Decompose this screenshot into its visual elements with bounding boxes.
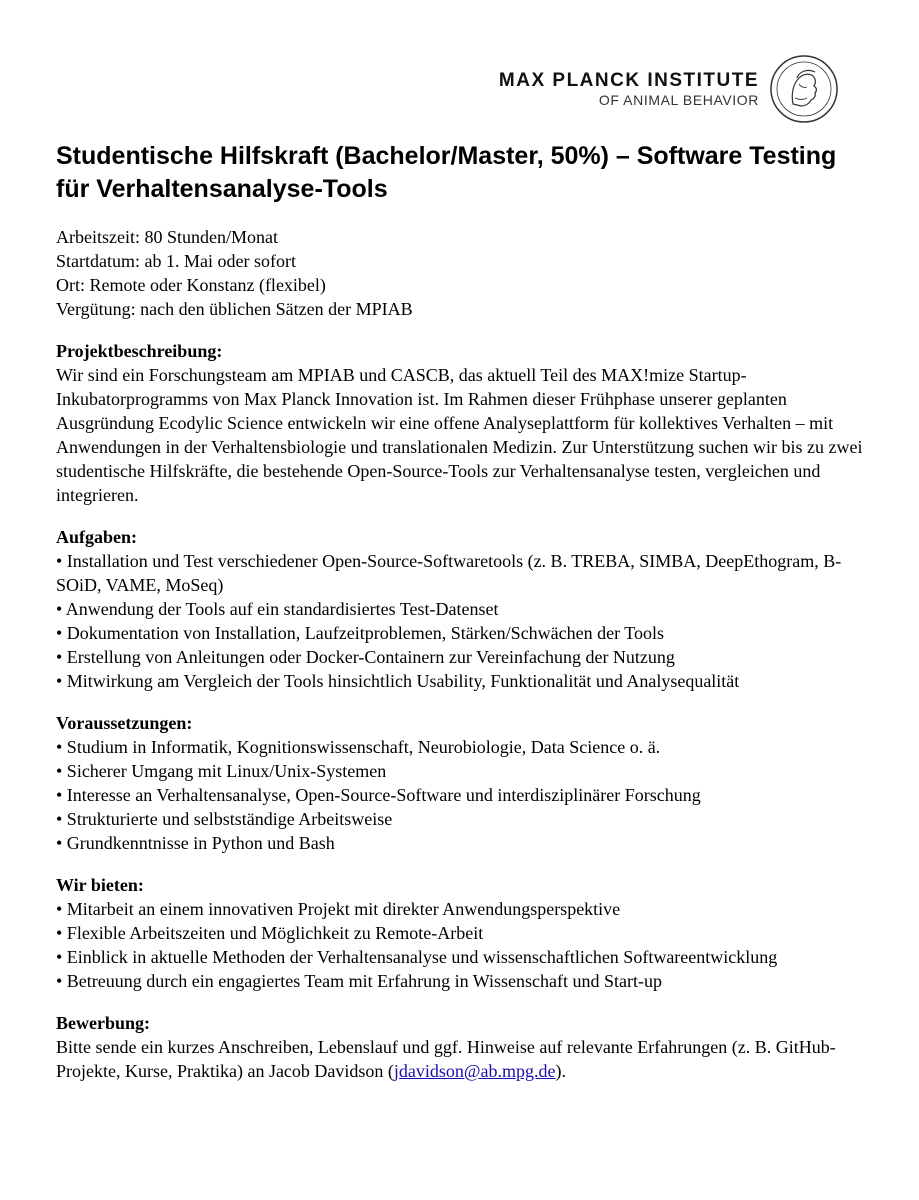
projekt-text: Wir sind ein Forschungsteam am MPIAB und CASCB, das aktuell Teil des MAX!mize Startup-Inkubatorprogramms von Max Planck Innovation ist. Im Rahmen dieser Frühphase unserer geplanten Ausgründung Ecodylic Science entwickeln wir eine offene Analyseplattform für kollektives Verhalten – mit Anwendungen in der Verhaltensbiologie und translationalen Medizin. Zur Unterstützung suchen wir bis zu zwei studentische Hilfskräfte, die bestehende Open-Source-Tools zur Verhaltensanalyse testen, vergleichen und integrieren. [56, 365, 863, 505]
list-item: • Mitwirkung am Vergleich der Tools hinsichtlich Usability, Funktionalität und Analysequalität [56, 671, 740, 691]
list-item: • Einblick in aktuelle Methoden der Verhaltensanalyse und wissenschaftlichen Softwareentwicklung [56, 947, 778, 967]
bewerbung-text-before: Bitte sende ein kurzes Anschreiben, Lebenslauf und ggf. Hinweise auf relevante Erfahrungen (z. B. GitHub-Projekte, Kurse, Praktika) an Jacob Davidson ( [56, 1037, 836, 1081]
section-projekt [56, 339, 871, 507]
section-heading: Wir bieten: [56, 875, 144, 895]
list-item: • Erstellung von Anleitungen oder Docker-Containern zur Vereinfachung der Nutzung [56, 647, 675, 667]
section-bieten [56, 873, 871, 993]
list-item: • Interesse an Verhaltensanalyse, Open-Source-Software und interdisziplinärer Forschung [56, 785, 701, 805]
minerva-seal-icon [769, 54, 839, 124]
bewerbung-text [56, 1035, 871, 1083]
section-voraussetzungen [56, 711, 871, 855]
section-bewerbung [56, 1011, 871, 1083]
meta-info [56, 225, 871, 321]
section-heading: Projektbeschreibung: [56, 341, 223, 361]
list-item: • Betreuung durch ein engagiertes Team mit Erfahrung in Wissenschaft und Start-up [56, 971, 662, 991]
institute-logo [499, 54, 839, 124]
list-item: • Dokumentation von Installation, Laufzeitproblemen, Stärken/Schwächen der Tools [56, 623, 665, 643]
meta-verguetung: Vergütung: nach den üblichen Sätzen der MPIAB [56, 299, 413, 319]
section-heading: Bewerbung: [56, 1013, 150, 1033]
list-item: • Grundkenntnisse in Python und Bash [56, 833, 335, 853]
section-heading: Voraussetzungen: [56, 713, 193, 733]
section-aufgaben [56, 525, 871, 693]
list-item: • Strukturierte und selbstständige Arbeitsweise [56, 809, 393, 829]
page-title: Studentische Hilfskraft (Bachelor/Master, 50%) – Software Testing für Verhaltensanalyse-Tools [56, 142, 837, 203]
meta-ort: Ort: Remote oder Konstanz (flexibel) [56, 275, 326, 295]
list-item: • Sicherer Umgang mit Linux/Unix-Systemen [56, 761, 387, 781]
email-link[interactable]: jdavidson@ab.mpg.de [393, 1061, 556, 1081]
meta-arbeitszeit: Arbeitszeit: 80 Stunden/Monat [56, 227, 278, 247]
bewerbung-text-after: ). [555, 1061, 566, 1081]
list-item: • Mitarbeit an einem innovativen Projekt mit direkter Anwendungsperspektive [56, 899, 621, 919]
list-item: • Anwendung der Tools auf ein standardisiertes Test-Datenset [56, 599, 499, 619]
list-item: • Installation und Test verschiedener Open-Source-Softwaretools (z. B. TREBA, SIMBA, DeepEthogram, B-SOiD, VAME, MoSeq) [56, 551, 842, 595]
meta-startdatum: Startdatum: ab 1. Mai oder sofort [56, 251, 296, 271]
logo-line2: OF ANIMAL BEHAVIOR [598, 92, 759, 108]
logo-line1: MAX PLANCK INSTITUTE [498, 70, 759, 91]
list-item: • Flexible Arbeitszeiten und Möglichkeit zu Remote-Arbeit [56, 923, 484, 943]
section-heading: Aufgaben: [56, 527, 138, 547]
logo-text [499, 70, 759, 108]
document-body [56, 225, 871, 1101]
list-item: • Studium in Informatik, Kognitionswissenschaft, Neurobiologie, Data Science o. ä. [56, 737, 661, 757]
